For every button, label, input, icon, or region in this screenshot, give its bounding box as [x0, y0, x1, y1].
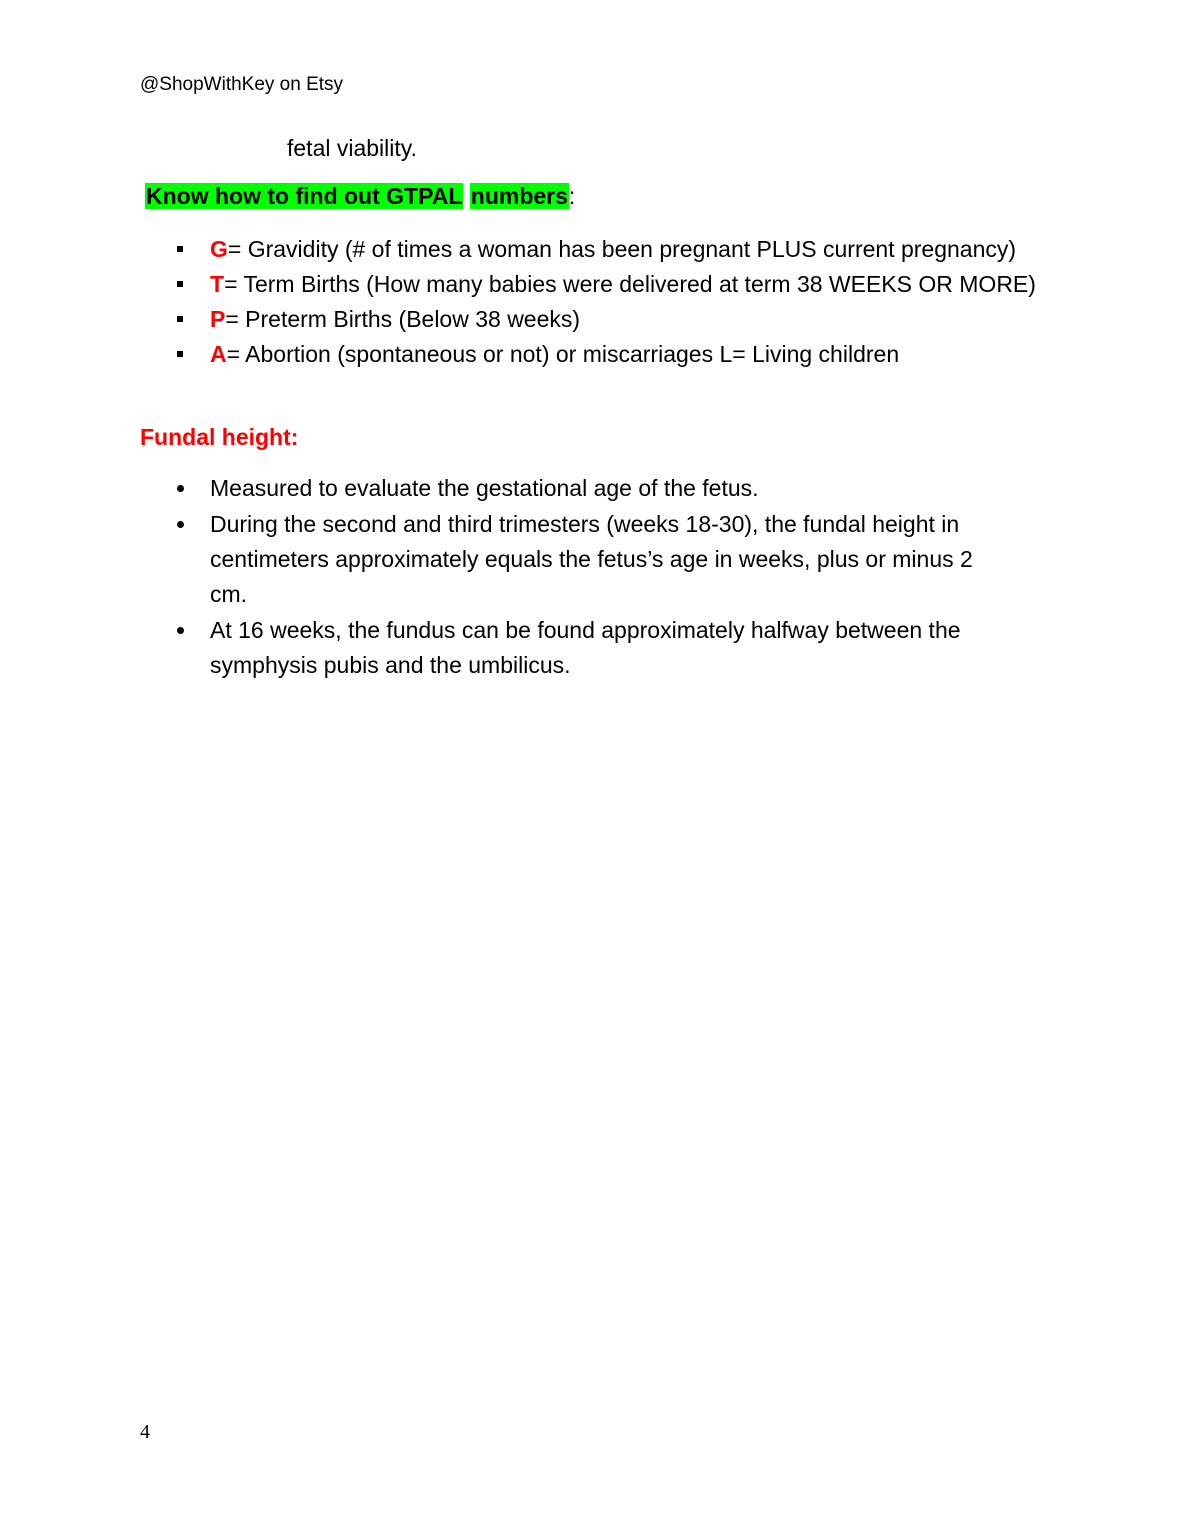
- gtpal-heading-highlight-2: numbers: [470, 183, 568, 209]
- square-bullet-icon: [177, 246, 183, 252]
- fundal-item-text: At 16 weeks, the fundus can be found approximately halfway between the symphysis pubis and the umbilicus.: [210, 617, 961, 678]
- gtpal-heading-colon: :: [568, 183, 576, 209]
- continuation-text: fetal viability.: [287, 135, 417, 161]
- gtpal-item-text: = Preterm Births (Below 38 weeks): [225, 306, 581, 332]
- square-bullet-icon: [177, 316, 183, 322]
- page-header: @ShopWithKey on Etsy: [140, 74, 344, 95]
- gtpal-letter: G: [210, 236, 228, 262]
- gtpal-heading-highlight-1: Know how to find out GTPAL: [146, 183, 463, 209]
- fundal-item: [175, 613, 1005, 683]
- gtpal-item-a: [175, 337, 1036, 372]
- fundal-height-heading: Fundal height:: [140, 424, 299, 450]
- fundal-item-text: During the second and third trimesters (weeks 18-30), the fundal height in centimeters approximately equals the fetus’s age in weeks, plus or minus 2 cm.: [210, 511, 973, 607]
- gtpal-item-t: [175, 267, 1036, 302]
- square-bullet-icon: [177, 281, 183, 287]
- gtpal-item-text: = Abortion (spontaneous or not) or miscarriages L= Living children: [226, 341, 900, 367]
- gtpal-item-p: [175, 302, 1036, 337]
- round-bullet-icon: [177, 485, 184, 492]
- gtpal-item-text: = Term Births (How many babies were delivered at term 38 WEEKS OR MORE): [224, 271, 1036, 297]
- fundal-item-text: Measured to evaluate the gestational age of the fetus.: [210, 475, 759, 501]
- gtpal-letter: A: [210, 341, 227, 367]
- square-bullet-icon: [177, 351, 183, 357]
- gtpal-item-g: [175, 232, 1036, 267]
- round-bullet-icon: [177, 627, 184, 634]
- fundal-height-list: [175, 471, 1005, 684]
- fundal-item: [175, 471, 1005, 506]
- gtpal-heading: [145, 180, 575, 212]
- gtpal-letter: P: [210, 306, 226, 332]
- page-number: 4: [140, 1421, 150, 1443]
- gtpal-letter: T: [210, 271, 225, 297]
- gtpal-item-text: = Gravidity (# of times a woman has been pregnant PLUS current pregnancy): [227, 236, 1017, 262]
- fundal-item: [175, 507, 1005, 612]
- gtpal-list: [175, 232, 1036, 372]
- round-bullet-icon: [177, 521, 184, 528]
